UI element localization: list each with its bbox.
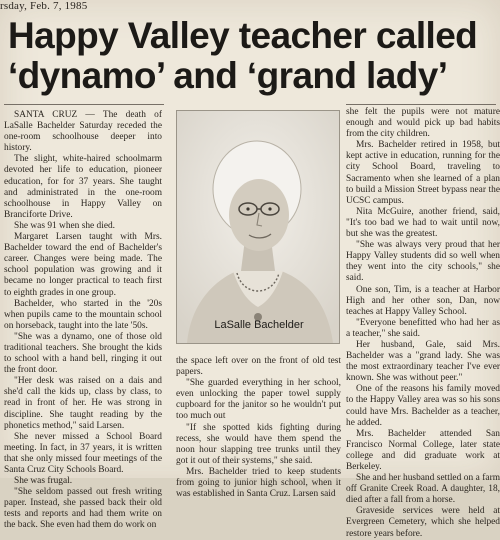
paragraph: "She was always very proud that her Happy Valley students did so well when they went into the city schools," she said. <box>346 240 500 284</box>
paragraph: One of the reasons his family moved to the Happy Valley area was so his sons could have Mrs. Bachelder as a teacher, he added. <box>346 384 500 428</box>
paragraph: Bachelder, who started in the '20s when pupils came to the mountain school on horseback, taught into the late '50s. <box>4 298 162 331</box>
paragraph: Nita McGuire, another friend, said, "It's too bad we had to wait until now, but she was the greatest. <box>346 206 500 240</box>
paragraph: "She guarded everything in her school, even unlocking the paper towel supply cupboard for the janitor so he wouldn't put too much out <box>176 378 341 422</box>
paragraph: She never missed a School Board meeting. In fact, in 37 years, it is written that she only missed four meetings of the Santa Cruz City Schools Board. <box>4 431 162 475</box>
paragraph: Mrs. Bachelder tried to keep students from going to junior high school, when it was established in Santa Cruz. Larsen said <box>176 466 341 500</box>
paragraph: SANTA CRUZ — The death of LaSalle Bachelder Saturday receded the one-room schoolhouse deeper into history. <box>4 110 162 154</box>
paragraph: Her husband, Gale, said Mrs. Bachelder was a "grand lady. She was the most extraordinary teacher I've ever known. She was without peer." <box>346 339 500 384</box>
paragraph: She was 91 when she died. <box>14 220 116 231</box>
paragraph: "She seldom passed out fresh writing paper. Instead, she passed back their old tests and reports and had them write on the back. She even had them do work on <box>4 487 162 531</box>
article-column-3 <box>346 107 500 539</box>
paragraph: the space left over on the front of old test papers. <box>176 356 341 378</box>
dateline: rsday, Feb. 7, 1985 <box>0 0 88 12</box>
paragraph: Mrs. Bachelder retired in 1958, but kept active in education, running for the city School Board, traveling to Sacramento when she learned of a plan to build a Mission Street bypass near the UCSC campus. <box>346 140 500 206</box>
paragraph: The slight, white-haired schoolmarm devoted her life to education, pioneer education, for for 37 years. She taught and administrated in the one-room schoolhouse in Happy Valley on Branciforte Drive. <box>4 154 162 220</box>
divider <box>346 104 496 105</box>
photo-caption: LaSalle Bachelder <box>214 319 304 331</box>
paragraph: Mrs. Bachelder attended San Francisco Normal College, later state college and did graduate work at Berkeley. <box>346 428 500 472</box>
headline-line-1: Happy Valley teacher called <box>8 15 478 56</box>
headline <box>8 16 500 96</box>
paragraph: She and her husband settled on a farm off Granite Creek Road. A daughter, 18, died after a fall from a horse. <box>346 473 500 506</box>
paragraph: One son, Tim, is a teacher at Harbor High and her other son, Dan, now teaches at Happy Valley School. <box>346 284 500 317</box>
paragraph: she felt the pupils were not mature enough and would pick up bad habits from the city children. <box>346 107 500 140</box>
paragraph: Margaret Larsen taught with Mrs. Bachelder toward the end of Bachelder's career. Changes were being made. The school population was growing and it became no longer practical to teach first to eighth grades in one group. <box>4 232 162 298</box>
paragraph: She was frugal. <box>14 476 73 487</box>
paragraph: "She was a dynamo, one of those old traditional teachers. She brought the kids to school with a hand bell, ringing it out the front door. <box>4 331 162 376</box>
article-column-2 <box>176 356 341 500</box>
paragraph: "Everyone benefitted who had her as a teacher," she said. <box>346 317 500 339</box>
paragraph: "If she spotted kids fighting during recess, she would have them spend the noon hour slapping tree trunks until they got it out of their systems," she said. <box>176 422 341 466</box>
paragraph: Graveside services were held at Evergreen Cemetery, which she helped restore years before. <box>346 506 500 539</box>
headline-line-2: ‘dynamo’ and ‘grand lady’ <box>8 55 448 96</box>
paragraph: "Her desk was raised on a dais and she'd call the kids up, class by class, to read in front of her. He was strong in discipline. She taught reading by the phonetics method," said Larsen. <box>4 376 162 431</box>
divider <box>4 104 164 105</box>
article-column-1 <box>4 110 162 531</box>
portrait-photo <box>176 110 340 344</box>
